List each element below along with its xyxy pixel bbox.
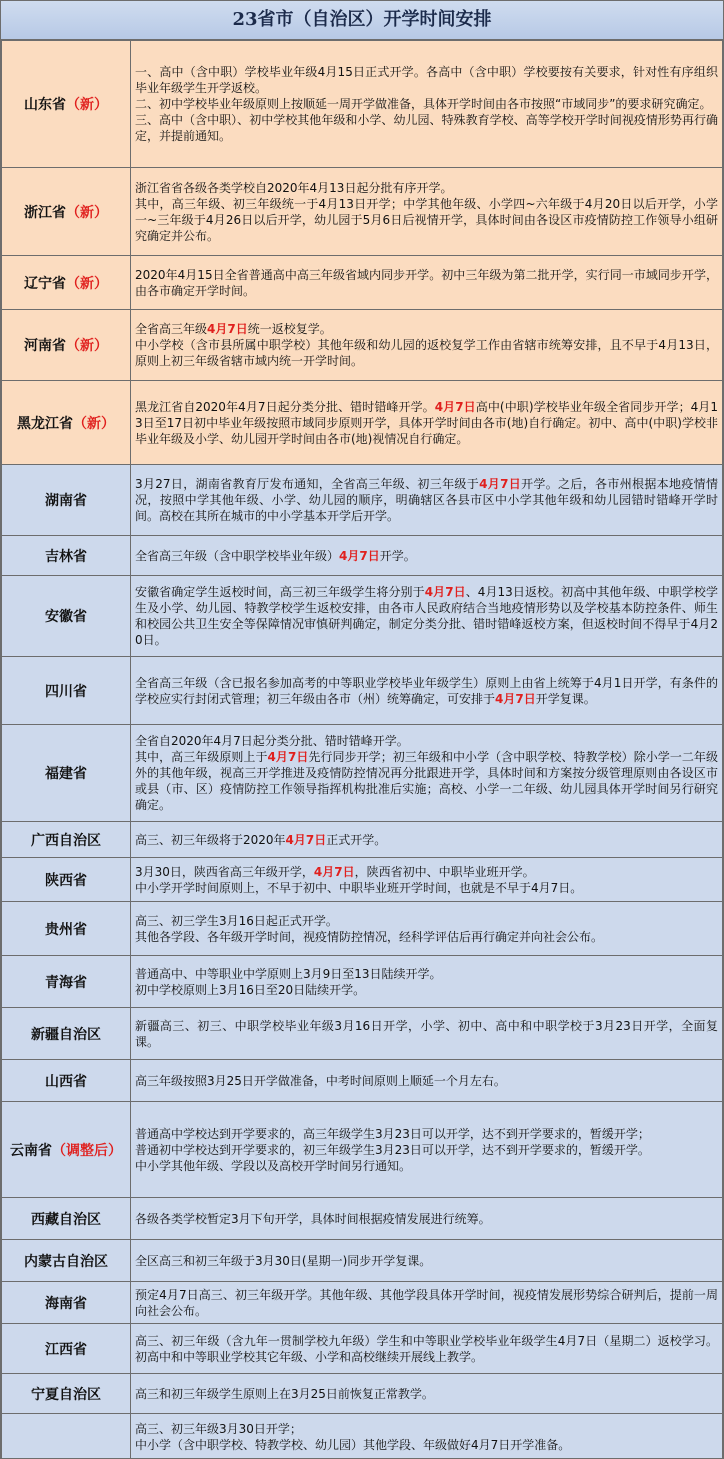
text-segment: 三、高中（含中职）、初中学校其他年级和小学、幼儿园、特殊教育学校、高等学校开学时间视疫情形势再行确定，并提前通知。 <box>135 113 718 143</box>
table-row <box>2 725 723 822</box>
region-name: 山西省 <box>45 1073 87 1090</box>
region-name: 辽宁省 <box>24 275 66 292</box>
region-name-cell <box>2 657 131 725</box>
region-name: 海南省 <box>45 1295 87 1312</box>
table-row <box>2 1060 723 1102</box>
region-name: 四川省 <box>45 683 87 700</box>
schedule-description-cell <box>131 1414 723 1459</box>
text-segment: 普通高中学校达到开学要求的，高三年级学生3月23日可以开学，达不到开学要求的，暂缓开学； <box>135 1126 650 1141</box>
table-row <box>2 1008 723 1060</box>
region-name: 广西自治区 <box>31 832 101 849</box>
description-line <box>135 1126 718 1142</box>
region-name: 西藏自治区 <box>31 1211 101 1228</box>
region-name: 安徽省 <box>45 609 87 625</box>
text-segment: 高三和初三年级学生原则上在3月25日前恢复正常教学。 <box>135 1386 434 1401</box>
region-name-cell <box>2 902 131 956</box>
status-tag: （新） <box>66 275 108 292</box>
region-name: 山东省 <box>24 97 66 113</box>
region-name-cell <box>2 41 131 168</box>
region-name-cell <box>2 256 131 310</box>
description-line <box>135 180 718 196</box>
table-row <box>2 465 723 536</box>
text-segment: 正式开学。 <box>326 832 387 847</box>
status-tag: （调整后） <box>52 1142 122 1159</box>
text-segment: 统一返校复学。 <box>247 322 332 336</box>
description-line <box>135 96 718 112</box>
region-name-cell <box>2 1008 131 1060</box>
highlighted-date: 4月7日 <box>424 585 466 599</box>
description-line <box>135 733 718 749</box>
text-segment: 高中(中职)学校毕业年级全省同步开学；4月13日至17日初中毕业年级按照市域同步原则开学，具体开学时间由各市(地)自行确定。初中、高中(中职)学校非毕业年级及小学、幼儿园开学时间由各市(地)视情况自行确定。 <box>135 399 719 446</box>
description-line <box>135 64 718 96</box>
schedule-table <box>1 40 723 1459</box>
schedule-description-cell <box>131 1060 723 1102</box>
description-line <box>135 321 718 337</box>
text-segment: 黑龙江省自2020年4月7日起分类分批、错时错峰开学。 <box>135 399 435 414</box>
description-line <box>135 1333 718 1365</box>
description-line <box>135 1386 718 1402</box>
text-segment: 普通高中、中等职业中学原则上3月9日至13日陆续开学。 <box>135 966 442 981</box>
text-segment: 浙江省省各级各类学校自2020年4月13日起分批有序开学。 <box>135 180 453 195</box>
description-line <box>135 584 718 648</box>
region-name: 宁夏自治区 <box>31 1386 101 1403</box>
region-name-cell <box>2 381 131 465</box>
table-row <box>2 1282 723 1324</box>
description-line <box>135 1073 718 1089</box>
region-name-cell <box>2 465 131 536</box>
text-segment: 2020年4月15日全省普通高中高三年级省域内同步开学。初中三年级为第二批开学，实行同一市域同步开学，由各市确定开学时间。 <box>135 267 718 298</box>
region-name-cell <box>2 1240 131 1282</box>
text-segment: 其他各学段、各年级开学时间，视疫情防控情况，经科学评估后再行确定并向社会公布。 <box>135 929 604 944</box>
table-row <box>2 256 723 310</box>
text-segment: 开学。 <box>379 548 416 563</box>
description-line <box>135 399 718 447</box>
text-segment: 各级各类学校暂定3月下旬开学，具体时间根据疫情发展进行统筹。 <box>135 1211 491 1226</box>
table-row <box>2 902 723 956</box>
region-name: 福建省 <box>45 766 87 782</box>
table-row <box>2 1240 723 1282</box>
description-line <box>135 1287 718 1319</box>
description-line <box>135 966 718 982</box>
text-segment: 安徽省确定学生返校时间，高三初三年级学生将分别于 <box>135 585 425 599</box>
schedule-description-cell <box>131 902 723 956</box>
highlighted-date: 4月7日 <box>267 750 309 764</box>
text-segment: 全省高三年级 <box>135 322 208 336</box>
description-line <box>135 112 718 144</box>
schedule-description-cell <box>131 1240 723 1282</box>
table-row <box>2 1414 723 1459</box>
description-line <box>135 913 718 929</box>
status-tag: （新） <box>66 97 108 113</box>
region-name-cell <box>2 168 131 256</box>
description-line <box>135 1158 718 1174</box>
description-line <box>135 1211 718 1227</box>
text-segment: 高三、初三学生3月16日起正式开学。 <box>135 913 338 928</box>
schedule-description-cell <box>131 576 723 657</box>
schedule-description-cell <box>131 858 723 902</box>
schedule-description-cell <box>131 168 723 256</box>
text-segment: 中小学其他年级、学段以及高校开学时间另行通知。 <box>135 1158 412 1173</box>
table-row <box>2 858 723 902</box>
table-row <box>2 536 723 576</box>
text-segment: 中小学（含中职学校、特教学校、幼儿园）其他学段、年级做好4月7日开学准备。 <box>135 1437 571 1452</box>
description-line <box>135 675 718 707</box>
region-name: 云南省 <box>10 1142 52 1159</box>
region-name: 陕西省 <box>45 872 87 889</box>
text-segment: 全省自2020年4月7日起分类分批、错时错峰开学。 <box>135 734 409 748</box>
region-name-cell <box>2 1282 131 1324</box>
table-row <box>2 822 723 858</box>
schedule-description-cell <box>131 822 723 858</box>
text-segment: 、4月13日返校。初高中其他年级、中职学校学生及小学、幼儿园、特教学校学生返校安排，由各市人民政府结合当地疫情形势以及学校基本防控条件、师生和校园公共卫生安全等保障情况审慎研判确定，制定分类分批、错时错峰返校方案，但返校时间不得早于4月20日。 <box>135 585 718 647</box>
text-segment: 全区高三和初三年级于3月30日(星期一)同步开学复课。 <box>135 1253 432 1268</box>
description-line <box>135 880 718 896</box>
status-tag: （新） <box>73 415 115 432</box>
description-line <box>135 1253 718 1269</box>
description-line <box>135 196 718 244</box>
schedule-description-cell <box>131 1374 723 1414</box>
text-segment: 其中，高三年级、初三年级统一于4月13日开学；中学其他年级、小学四~六年级于4月20日以后开学，小学一~三年级于4月26日以后开学，幼儿园于5月6日后视情开学，具体时间由各设区市疫情防控工作领导小组研究确定并公布。 <box>135 196 718 243</box>
highlighted-date: 4月7日 <box>495 691 536 706</box>
schedule-description-cell <box>131 1198 723 1240</box>
schedule-description-cell <box>131 956 723 1008</box>
highlighted-date: 4月7日 <box>339 548 380 563</box>
table-row <box>2 1102 723 1198</box>
text-segment: 高三、初三年级（含九年一贯制学校九年级）学生和中等职业学校毕业年级学生4月7日（星期二）返校学习。初高中和中等职业学校其它年级、小学和高校继续开展线上教学。 <box>135 1333 718 1364</box>
region-name-cell <box>2 1198 131 1240</box>
region-name: 江西省 <box>45 1341 87 1358</box>
description-line <box>135 982 718 998</box>
text-segment: 高三年级按照3月25日开学做准备，中考时间原则上顺延一个月左右。 <box>135 1073 506 1088</box>
text-segment: 其中，高三年级原则上于 <box>135 750 268 764</box>
schedule-description-cell <box>131 1008 723 1060</box>
highlighted-date: 4月7日 <box>207 322 248 336</box>
table-row <box>2 310 723 381</box>
description-line <box>135 832 718 848</box>
table-row <box>2 1374 723 1414</box>
schedule-description-cell <box>131 41 723 168</box>
description-line <box>135 267 718 299</box>
description-line <box>135 864 718 880</box>
highlighted-date: 4月7日 <box>479 477 522 491</box>
region-name-cell <box>2 576 131 657</box>
region-name-cell <box>2 1060 131 1102</box>
status-tag: （新） <box>66 204 108 221</box>
table-row <box>2 657 723 725</box>
description-line <box>135 476 718 524</box>
description-line <box>135 1421 718 1437</box>
description-line <box>135 929 718 945</box>
text-segment: 新疆高三、初三、中职学校毕业年级3月16日开学，小学、初中、高中和中职学校于3月23日开学，全面复课。 <box>135 1018 719 1049</box>
region-name: 黑龙江省 <box>17 415 73 432</box>
text-segment: 中小学校（含市县所属中职学校）其他年级和幼儿园的返校复学工作由省辖市统筹安排，且不早于4月13日，原则上初三年级省辖市域内统一开学时间。 <box>135 338 718 368</box>
highlighted-date: 4月7日 <box>313 864 355 879</box>
region-name-cell <box>2 725 131 822</box>
region-name-cell <box>2 310 131 381</box>
region-name: 河南省 <box>24 338 66 354</box>
schedule-description-cell <box>131 310 723 381</box>
text-segment: 开学复课。 <box>535 691 596 706</box>
text-segment: 高三、初三年级3月30日开学； <box>135 1421 302 1436</box>
text-segment: 3月30日，陕西省高三年级开学， <box>135 864 314 879</box>
description-line <box>135 749 718 813</box>
schedule-description-cell <box>131 657 723 725</box>
schedule-description-cell <box>131 725 723 822</box>
table-row <box>2 1324 723 1374</box>
region-name: 湖南省 <box>45 493 87 509</box>
schedule-description-cell <box>131 536 723 576</box>
status-tag: （新） <box>66 338 108 354</box>
description-line <box>135 1018 718 1050</box>
region-name-cell <box>2 536 131 576</box>
region-name: 浙江省 <box>24 204 66 221</box>
text-segment: 高三、初三年级将于2020年 <box>135 832 286 847</box>
schedule-description-cell <box>131 381 723 465</box>
highlighted-date: 4月7日 <box>285 832 327 847</box>
schedule-description-cell <box>131 1282 723 1324</box>
region-name-cell <box>2 1374 131 1414</box>
schedule-description-cell <box>131 256 723 310</box>
highlighted-date: 4月7日 <box>434 399 476 414</box>
text-segment: 预定4月7日高三、初三年级开学。其他年级、其他学段具体开学时间，视疫情发展形势综合研判后，提前一周向社会公布。 <box>135 1287 718 1318</box>
region-name-cell <box>2 1324 131 1374</box>
region-name-cell <box>2 956 131 1008</box>
region-name-cell <box>2 1102 131 1198</box>
text-segment: 初中学校原则上3月16日至20日陆续开学。 <box>135 982 366 997</box>
text-segment: 全省高三年级（含已报名参加高考的中等职业学校毕业年级学生）原则上由省上统筹于4月1日开学，有条件的学校应实行封闭式管理；初三年级由各市（州）统筹确定，可安排于 <box>135 675 718 706</box>
description-line <box>135 548 718 564</box>
text-segment: 3月27日，湖南省教育厅发布通知，全省高三年级、初三年级于 <box>135 477 480 491</box>
page-title: 23省市（自治区）开学时间安排 <box>1 1 723 40</box>
table-row <box>2 168 723 256</box>
region-name-cell <box>2 822 131 858</box>
region-name-cell <box>2 1414 131 1459</box>
table-row <box>2 41 723 168</box>
description-line <box>135 1142 718 1158</box>
description-line <box>135 1437 718 1453</box>
text-segment: 普通初中学校达到开学要求的，初三年级学生3月23日可以开学，达不到开学要求的，暂缓开学。 <box>135 1142 650 1157</box>
table-row <box>2 1198 723 1240</box>
region-name: 新疆自治区 <box>31 1026 101 1043</box>
table-row <box>2 956 723 1008</box>
region-name: 青海省 <box>45 974 87 991</box>
text-segment: ，陕西省初中、中职毕业班开学。 <box>354 864 535 879</box>
region-name: 贵州省 <box>45 921 87 938</box>
schedule-description-cell <box>131 1324 723 1374</box>
text-segment: 二、初中学校毕业年级原则上按顺延一周开学做准备，具体开学时间由各市按照“市域同步”的要求研究确定。 <box>135 97 712 111</box>
region-name: 内蒙古自治区 <box>24 1253 108 1270</box>
text-segment: 先行同步开学；初三年级和中小学（含中职学校、特教学校）除小学一二年级外的其他年级，视高三开学推进及疫情防控情况再分批跟进开学，具体时间和方案按分级管理原则由各设区市或县（市、区）疫情防控工作领导指挥机构批准后实施；高校、小学一二年级、幼儿园具体开学时间另行研究确定。 <box>135 750 718 812</box>
text-segment: 中小学开学时间原则上，不早于初中、中职毕业班开学时间，也就是不早于4月7日。 <box>135 880 583 895</box>
schedule-description-cell <box>131 1102 723 1198</box>
text-segment: 开学。之后，各市州根据本地疫情情况，按照中学其他年级、小学、幼儿园的顺序，明确辖区各县市区中小学其他年级和幼儿园错时错峰开学时间。高校在其所在城市的中小学基本开学后开学。 <box>135 477 718 523</box>
table-row <box>2 381 723 465</box>
schedule-description-cell <box>131 465 723 536</box>
region-name-cell <box>2 858 131 902</box>
description-line <box>135 337 718 369</box>
region-name: 吉林省 <box>45 548 87 565</box>
text-segment: 一、高中（含中职）学校毕业年级4月15日正式开学。各高中（含中职）学校要按有关要求，针对性有序组织毕业年级学生开学返校。 <box>135 65 718 95</box>
text-segment: 全省高三年级（含中职学校毕业年级） <box>135 548 340 563</box>
table-row <box>2 576 723 657</box>
